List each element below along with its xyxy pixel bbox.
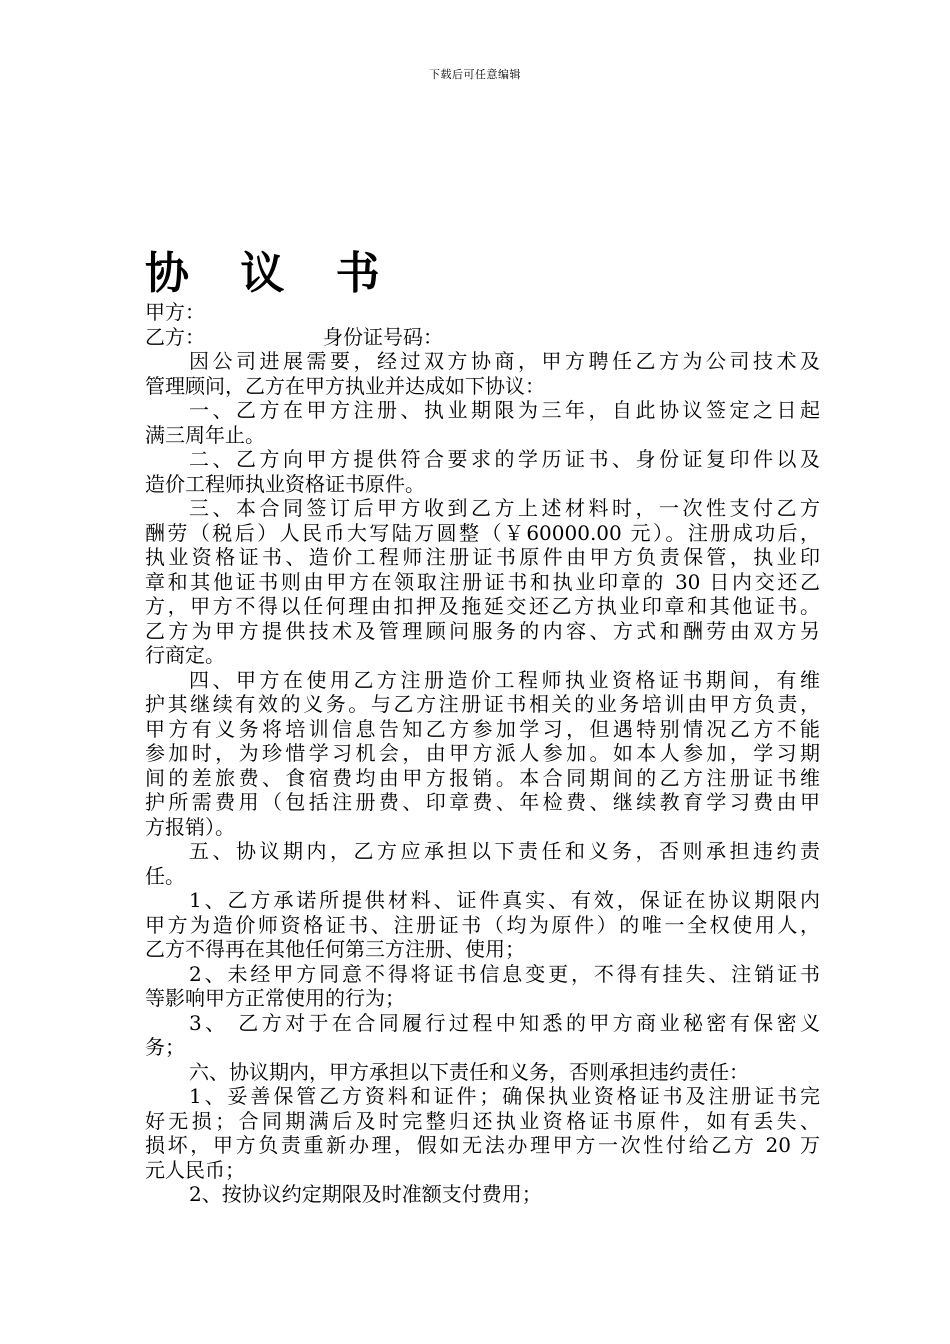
text-line: 务；	[145, 1035, 185, 1059]
text-line: 满三周年止。	[145, 422, 265, 447]
text-line: 乙方不得再在其他任何第三方注册、使用；	[145, 937, 525, 961]
text-line: 造价工程师执业资格证书原件。	[145, 471, 425, 496]
text-line: 行商定。	[145, 643, 225, 667]
text-line: 3、 乙方对于在合同履行过程中知悉的甲方商业秘密有保密义	[189, 1010, 820, 1035]
text-line: 护所需费用（包括注册费、印章费、年检费、继续教育学习费由甲	[145, 790, 820, 814]
text-line: 二、乙方向甲方提供符合要求的学历证书、身份证复印件以及	[189, 447, 820, 471]
text-line: 参加时，为珍惜学习机会，由甲方派人参加。如本人参加，学习期	[145, 741, 820, 765]
text-line: 一、乙方在甲方注册、执业期限为三年，自此协议签定之日起	[189, 398, 820, 422]
document-title: 协 议 书	[145, 248, 398, 299]
text-line: 2、按协议约定期限及时准额支付费用；	[189, 1182, 542, 1206]
text-line: 方报销）。	[145, 814, 235, 839]
text-line: 1、妥善保管乙方资料和证件；确保执业资格证书及注册证书完	[189, 1084, 820, 1108]
party-a-line	[145, 300, 820, 325]
text-line: 好无损；合同期满后及时完整归还执业资格证书原件，如有丢失、	[145, 1108, 820, 1133]
text-line: 间的差旅费、食宿费均由甲方报销。本合同期间的乙方注册证书维	[145, 765, 820, 790]
party-b-label: 乙方：	[145, 324, 205, 349]
text-line: 因公司进展需要，经过双方协商，甲方聘任乙方为公司技术及	[189, 349, 820, 373]
text-line: 护其继续有效的义务。与乙方注册证书相关的业务培训由甲方负责，	[145, 692, 820, 716]
text-line: 损坏，甲方负责重新办理，假如无法办理甲方一次性付给乙方 20 万	[145, 1133, 820, 1157]
text-line: 章和其他证书则由甲方在领取注册证书和执业印章的 30 日内交还乙	[145, 569, 820, 594]
party-a-label: 甲方：	[145, 300, 205, 324]
text-line: 六、协议期内，甲方承担以下责任和义务，否则承担违约责任：	[189, 1059, 749, 1084]
id-number-label: 身份证号码：	[323, 324, 443, 349]
text-line: 任。	[145, 863, 185, 888]
text-line: 等影响甲方正常使用的行为；	[145, 986, 405, 1010]
text-line: 甲方有义务将培训信息告知乙方参加学习，但遇特别情况乙方不能	[145, 716, 820, 741]
text-line: 2、未经甲方同意不得将证书信息变更，不得有挂失、注销证书	[189, 961, 820, 986]
text-line: 乙方为甲方提供技术及管理顾问服务的内容、方式和酬劳由双方另	[145, 618, 820, 643]
header-note: 下载后可任意编辑	[429, 68, 521, 81]
text-line: 方，甲方不得以任何理由扣押及拖延交还乙方执业印章和其他证书。	[145, 594, 820, 618]
text-line: 五、协议期内，乙方应承担以下责任和义务，否则承担违约责	[189, 839, 820, 863]
text-line: 管理顾问，乙方在甲方执业并达成如下协议：	[145, 373, 545, 398]
text-line: 三、本合同签订后甲方收到乙方上述材料时，一次性支付乙方	[189, 496, 820, 520]
document-body	[145, 300, 820, 1207]
party-b-line	[145, 325, 820, 350]
text-line: 元人民币；	[145, 1157, 245, 1182]
agreement-text	[145, 349, 820, 1207]
text-line: 甲方为造价师资格证书、注册证书（均为原件）的唯一全权使用人，	[145, 912, 820, 937]
text-line: 1、乙方承诺所提供材料、证件真实、有效，保证在协议期限内	[189, 888, 820, 912]
text-line: 酬劳（税后）人民币大写陆万圆整（￥60000.00 元）。注册成功后，	[145, 520, 820, 545]
text-line: 四、甲方在使用乙方注册造价工程师执业资格证书期间，有维	[189, 667, 820, 692]
text-line: 执业资格证书、造价工程师注册证书原件由甲方负责保管，执业印	[145, 545, 820, 569]
